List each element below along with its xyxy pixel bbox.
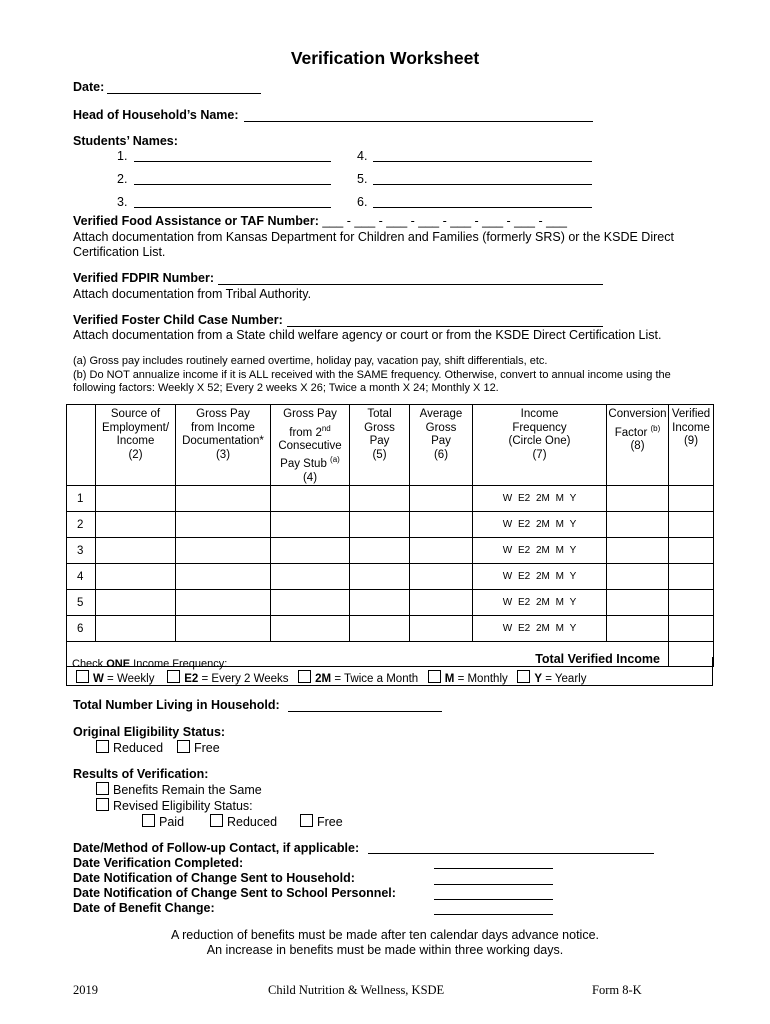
student-num-2: 2.: [117, 172, 128, 186]
header-income-frequency: Income Frequency (Circle One) (7): [473, 405, 607, 486]
cell-gross-pay-2nd[interactable]: [271, 486, 350, 512]
cell-average-gross[interactable]: [410, 564, 473, 590]
freq-option-twice-month[interactable]: 2M = Twice a Month: [298, 673, 418, 685]
freq-option-every-2-weeks[interactable]: E2 = Every 2 Weeks: [167, 673, 288, 685]
header-total-gross: Total Gross Pay (5): [350, 405, 410, 486]
checkbox-icon[interactable]: [298, 670, 311, 683]
orig-free-option[interactable]: Free: [177, 741, 220, 755]
cell-gross-pay[interactable]: [176, 616, 271, 642]
cell-gross-pay[interactable]: [176, 512, 271, 538]
note-a: (a) Gross pay includes routinely earned overtime, holiday pay, vacation pay, shift differentials, etc.: [73, 355, 548, 367]
cell-source[interactable]: [96, 564, 176, 590]
cell-frequency[interactable]: W E2 2M M Y: [473, 538, 607, 564]
checkbox-icon[interactable]: [300, 814, 313, 827]
cell-frequency[interactable]: W E2 2M M Y: [473, 512, 607, 538]
student-num-4: 4.: [357, 149, 368, 163]
cell-verified-income[interactable]: [669, 512, 714, 538]
checkbox-icon[interactable]: [167, 670, 180, 683]
header-verified-income: Verified Income (9): [669, 405, 714, 486]
header-source: Source of Employment/ Income (2): [96, 405, 176, 486]
cell-average-gross[interactable]: [410, 590, 473, 616]
checkbox-icon[interactable]: [96, 740, 109, 753]
note-b-line-1: (b) Do NOT annualize income if it is ALL received with the SAME frequency. Otherwise, convert to annual income using the: [73, 369, 671, 381]
table-row: [67, 616, 714, 642]
foster-label: Verified Foster Child Case Number:: [73, 313, 283, 327]
head-of-household-label: Head of Household’s Name:: [73, 108, 239, 122]
freq-option-monthly[interactable]: M = Monthly: [428, 673, 508, 685]
cell-verified-income[interactable]: [669, 486, 714, 512]
student-field-2[interactable]: [134, 184, 331, 185]
followup-field[interactable]: [368, 853, 654, 854]
food-assistance-row: [73, 214, 567, 228]
cell-average-gross[interactable]: [410, 538, 473, 564]
student-field-3[interactable]: [134, 207, 331, 208]
table-row: [67, 590, 714, 616]
foster-field[interactable]: [287, 326, 603, 327]
revised-free-option[interactable]: Free: [300, 814, 343, 829]
cell-gross-pay-2nd[interactable]: [271, 512, 350, 538]
cell-source[interactable]: [96, 590, 176, 616]
checkbox-icon[interactable]: [142, 814, 155, 827]
footer-org: Child Nutrition & Wellness, KSDE: [268, 983, 445, 997]
cell-source[interactable]: [96, 486, 176, 512]
cell-gross-pay[interactable]: [176, 538, 271, 564]
household-label: Total Number Living in Household:: [73, 698, 280, 712]
frequency-options: [76, 670, 586, 685]
table-row: [67, 486, 714, 512]
checkbox-icon[interactable]: [517, 670, 530, 683]
header-gross-pay-2nd: Gross Pay from 2nd Consecutive Pay Stub $^{(a)}$ (4): [271, 405, 350, 486]
cell-verified-income[interactable]: [669, 590, 714, 616]
cell-total-gross[interactable]: [350, 512, 410, 538]
head-of-household-field[interactable]: [244, 121, 593, 122]
foster-note: Attach documentation from a State child welfare agency or court or from the KSDE Direct Certification List.: [73, 328, 662, 342]
benefit-change-field[interactable]: [434, 914, 553, 915]
date-field[interactable]: [107, 93, 261, 94]
cell-total-gross[interactable]: [350, 486, 410, 512]
header-gross-pay-doc: Gross Pay from Income Documentation* (3): [176, 405, 271, 486]
cell-source[interactable]: [96, 616, 176, 642]
cell-frequency[interactable]: W E2 2M M Y: [473, 590, 607, 616]
orig-reduced-option[interactable]: Reduced: [96, 741, 163, 755]
checkbox-icon[interactable]: [96, 782, 109, 795]
food-assistance-note-2: Certification List.: [73, 245, 166, 259]
student-field-4[interactable]: [373, 161, 592, 162]
household-field[interactable]: [288, 711, 442, 712]
checkbox-icon[interactable]: [210, 814, 223, 827]
table-header-row: [67, 405, 714, 486]
cell-gross-pay[interactable]: [176, 590, 271, 616]
cell-total-gross[interactable]: [350, 538, 410, 564]
freq-option-weekly[interactable]: W = Weekly: [76, 673, 154, 685]
row-number: 2: [67, 512, 96, 538]
followup-label: Date/Method of Follow-up Contact, if applicable:: [73, 841, 360, 855]
table-row: [67, 512, 714, 538]
checkbox-icon[interactable]: [76, 670, 89, 683]
table-row: [67, 564, 714, 590]
check-frequency-label: Check ONE Income Frequency:: [72, 658, 228, 670]
note-b-line-2: following factors: Weekly X 52; Every 2 weeks X 26; Twice a month X 24; Monthly X 12.: [73, 382, 499, 394]
checkbox-icon[interactable]: [428, 670, 441, 683]
cell-average-gross[interactable]: [410, 616, 473, 642]
notice-increase: An increase in benefits must be made within three working days.: [206, 943, 564, 957]
notif-school-label: Date Notification of Change Sent to School Personnel:: [73, 886, 396, 900]
cell-average-gross[interactable]: [410, 486, 473, 512]
completed-label: Date Verification Completed:: [73, 856, 244, 870]
cell-total-gross[interactable]: [350, 590, 410, 616]
cell-average-gross[interactable]: [410, 512, 473, 538]
completed-field[interactable]: [434, 868, 553, 869]
student-num-1: 1.: [117, 149, 128, 163]
fdpir-note: Attach documentation from Tribal Authority.: [73, 287, 312, 301]
footer-form: Form 8-K: [592, 983, 642, 997]
freq-option-yearly[interactable]: Y = Yearly: [517, 673, 586, 685]
row-number: 1: [67, 486, 96, 512]
income-table: [66, 404, 714, 667]
cell-frequency[interactable]: W E2 2M M Y: [473, 564, 607, 590]
checkbox-icon[interactable]: [177, 740, 190, 753]
cell-verified-income[interactable]: [669, 564, 714, 590]
header-conversion-factor: Conversion Factor $^{(b)}$ (8): [607, 405, 669, 486]
cell-verified-income[interactable]: [669, 616, 714, 642]
student-num-3: 3.: [117, 195, 128, 209]
cell-gross-pay-2nd[interactable]: [271, 538, 350, 564]
student-field-1[interactable]: [134, 161, 331, 162]
fdpir-field[interactable]: [218, 284, 603, 285]
cell-conversion[interactable]: [607, 538, 669, 564]
row-number: 5: [67, 590, 96, 616]
notif-household-field[interactable]: [434, 884, 553, 885]
cell-frequency[interactable]: W E2 2M M Y: [473, 616, 607, 642]
cell-gross-pay-2nd[interactable]: [271, 564, 350, 590]
student-num-6: 6.: [357, 195, 368, 209]
food-assistance-blanks[interactable]: ___ - ___ - ___ - ___ - ___ - ___ - ___ - ___: [322, 214, 567, 228]
original-eligibility-options: [96, 740, 220, 755]
cell-source[interactable]: [96, 512, 176, 538]
benefits-same-option[interactable]: Benefits Remain the Same: [96, 782, 262, 797]
cell-conversion[interactable]: [607, 512, 669, 538]
cell-gross-pay[interactable]: [176, 564, 271, 590]
footer-year: 2019: [73, 983, 98, 997]
cell-conversion[interactable]: [607, 616, 669, 642]
revised-paid-option[interactable]: Paid: [142, 814, 184, 829]
fdpir-label: Verified FDPIR Number:: [73, 271, 214, 285]
student-num-5: 5.: [357, 172, 368, 186]
cell-total-gross[interactable]: [350, 616, 410, 642]
header-col-1: [67, 405, 96, 486]
total-verified-income-label: Total Verified Income: [67, 642, 669, 667]
food-assistance-label: Verified Food Assistance or TAF Number:: [73, 214, 319, 228]
page-title: Verification Worksheet: [290, 48, 480, 68]
notif-household-label: Date Notification of Change Sent to Household:: [73, 871, 355, 885]
cell-gross-pay-2nd[interactable]: [271, 616, 350, 642]
students-label: Students’ Names:: [73, 134, 178, 148]
header-average-gross: Average Gross Pay (6): [410, 405, 473, 486]
cell-total-gross[interactable]: [350, 564, 410, 590]
student-field-6[interactable]: [373, 207, 592, 208]
row-number: 3: [67, 538, 96, 564]
cell-gross-pay-2nd[interactable]: [271, 590, 350, 616]
results-label: Results of Verification:: [73, 767, 209, 781]
row-number: 6: [67, 616, 96, 642]
revised-status-option[interactable]: Revised Eligibility Status:: [96, 798, 253, 813]
cell-gross-pay[interactable]: [176, 486, 271, 512]
student-field-5[interactable]: [373, 184, 592, 185]
revised-reduced-option[interactable]: Reduced: [210, 814, 277, 829]
row-number: 4: [67, 564, 96, 590]
original-eligibility-label: Original Eligibility Status:: [73, 725, 226, 739]
cell-conversion[interactable]: [607, 590, 669, 616]
date-label: Date:: [73, 80, 105, 94]
food-assistance-note-1: Attach documentation from Kansas Department for Children and Families (formerly SRS) or the KSDE Direct: [73, 230, 674, 244]
cell-frequency[interactable]: W E2 2M M Y: [473, 486, 607, 512]
cell-verified-income[interactable]: [669, 538, 714, 564]
notice-reduction: A reduction of benefits must be made after ten calendar days advance notice.: [170, 928, 600, 942]
table-row: [67, 538, 714, 564]
cell-conversion[interactable]: [607, 564, 669, 590]
benefit-change-label: Date of Benefit Change:: [73, 901, 215, 915]
checkbox-icon[interactable]: [96, 798, 109, 811]
notif-school-field[interactable]: [434, 899, 553, 900]
cell-conversion[interactable]: [607, 486, 669, 512]
cell-source[interactable]: [96, 538, 176, 564]
